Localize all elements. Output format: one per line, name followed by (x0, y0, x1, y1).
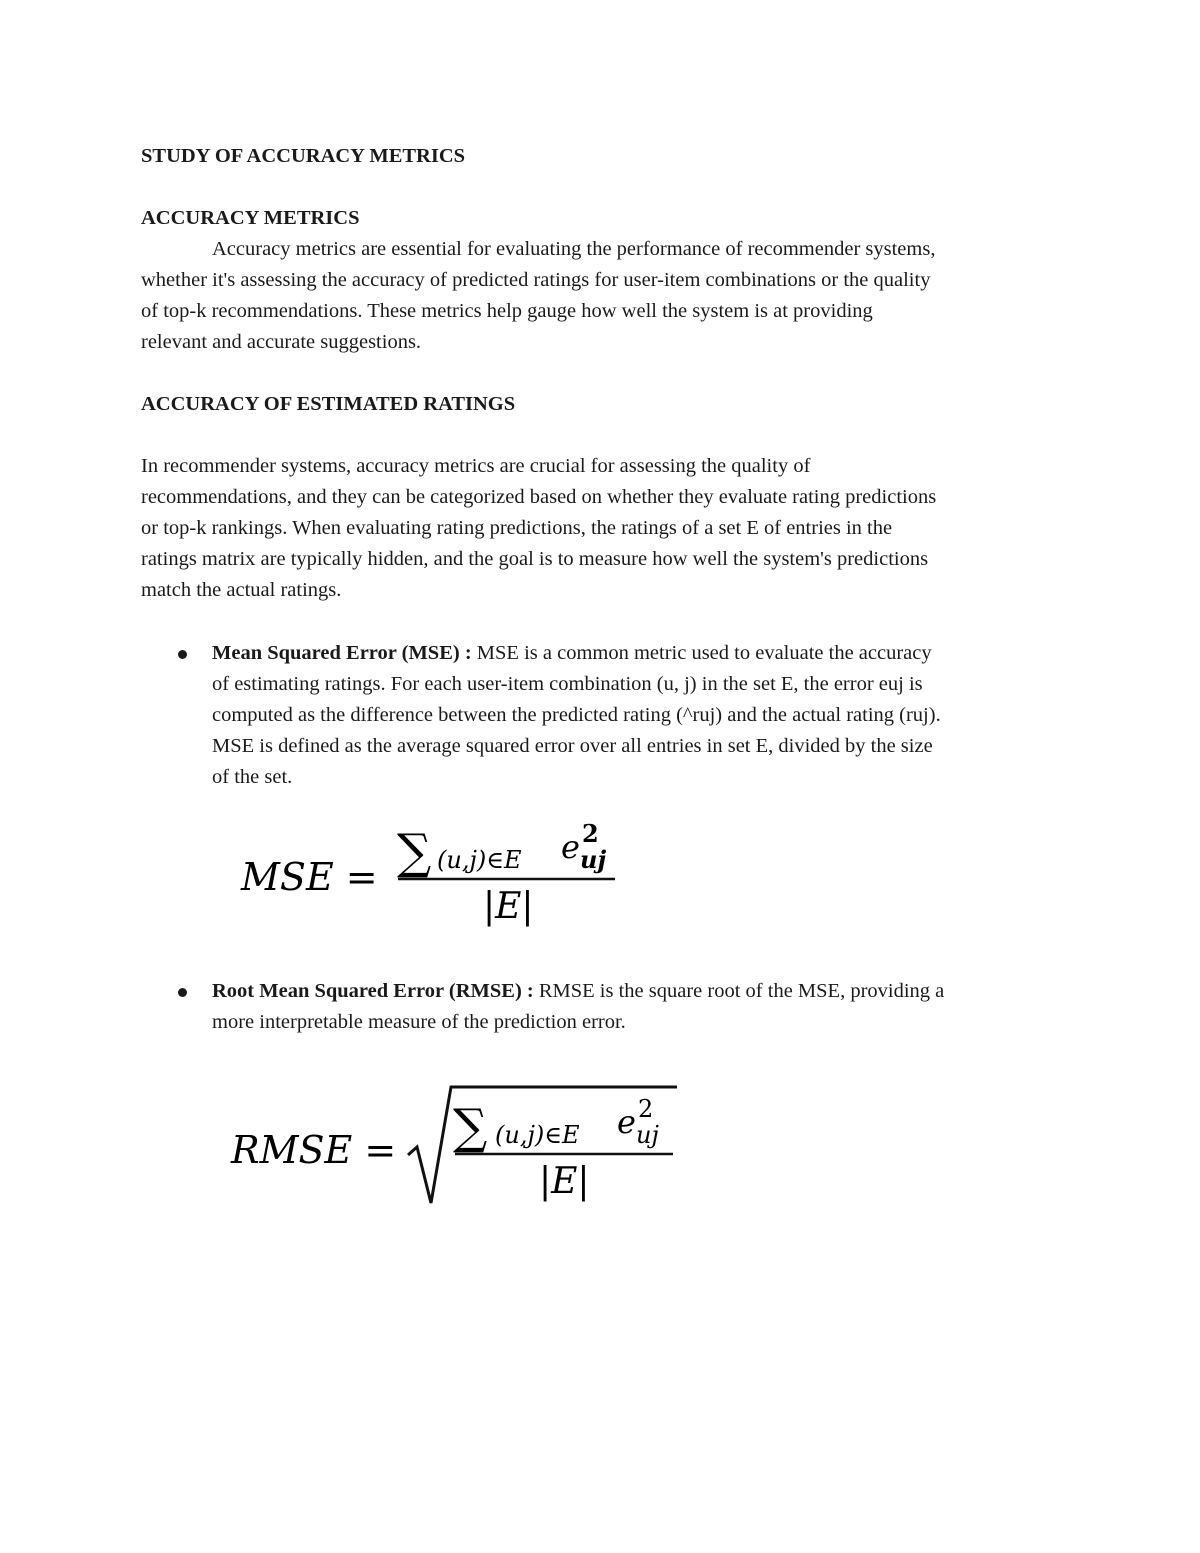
term-e: e (617, 1103, 636, 1141)
bullet-icon (178, 650, 187, 659)
bullet-line: of the set. (212, 766, 293, 788)
mse-lhs: MSE = (241, 855, 378, 899)
section-heading-accuracy-metrics: ACCURACY METRICS (141, 207, 360, 229)
sum-symbol: ∑ (397, 824, 432, 880)
section-heading-estimated-ratings: ACCURACY OF ESTIMATED RATINGS (141, 393, 516, 415)
paragraph-line: In recommender systems, accuracy metrics are crucial for assessing the quality of (141, 455, 811, 477)
bullet-text: RMSE is the square root of the MSE, providing a (533, 980, 945, 1002)
bullet-rmse-line (212, 976, 944, 1007)
paragraph-line: match the actual ratings. (141, 579, 342, 601)
bullet-icon (178, 988, 187, 997)
sum-subscript: (u,j)∈E (495, 1121, 580, 1149)
rmse-lhs: RMSE = (231, 1128, 397, 1172)
bullet-line: more interpretable measure of the prediction error. (212, 1011, 626, 1033)
bullet-line: of estimating ratings. For each user-item combination (u, j) in the set E, the error euj is (212, 673, 923, 695)
paragraph-line: whether it's assessing the accuracy of predicted ratings for user-item combinations or the quality (141, 269, 931, 291)
term-superscript: 2 (582, 819, 599, 848)
bullet-term-rmse: Root Mean Squared Error (RMSE) : (212, 980, 534, 1002)
term-subscript: uj (636, 1121, 659, 1149)
term-subscript: uj (580, 845, 607, 874)
paragraph-line: ratings matrix are typically hidden, and the goal is to measure how well the system's predictions (141, 548, 929, 570)
paragraph-line: of top-k recommendations. These metrics help gauge how well the system is at providing (141, 300, 873, 322)
document-title: STUDY OF ACCURACY METRICS (141, 145, 466, 167)
term-e: e (561, 828, 580, 866)
bullet-text: MSE is a common metric used to evaluate the accuracy (471, 642, 932, 664)
denominator: |E| (539, 1161, 590, 1202)
mse-formula (235, 810, 635, 935)
bullet-mse-line (212, 638, 932, 669)
paragraph-line: relevant and accurate suggestions. (141, 331, 422, 353)
sum-symbol: ∑ (453, 1099, 488, 1155)
bullet-term-mse: Mean Squared Error (MSE) : (212, 642, 472, 664)
sum-subscript: (u,j)∈E (437, 846, 522, 874)
rmse-formula (225, 1075, 695, 1215)
paragraph-line: recommendations, and they can be categorized based on whether they evaluate rating predictions (141, 486, 937, 508)
bullet-line: MSE is defined as the average squared error over all entries in set E, divided by the size (212, 735, 933, 757)
denominator: |E| (483, 886, 534, 927)
paragraph-line: Accuracy metrics are essential for evaluating the performance of recommender systems, (212, 238, 936, 260)
bullet-line: computed as the difference between the predicted rating (^ruj) and the actual rating (ruj). (212, 704, 941, 726)
term-superscript: 2 (638, 1095, 654, 1123)
paragraph-line: or top-k rankings. When evaluating rating predictions, the ratings of a set E of entries in the (141, 517, 893, 539)
